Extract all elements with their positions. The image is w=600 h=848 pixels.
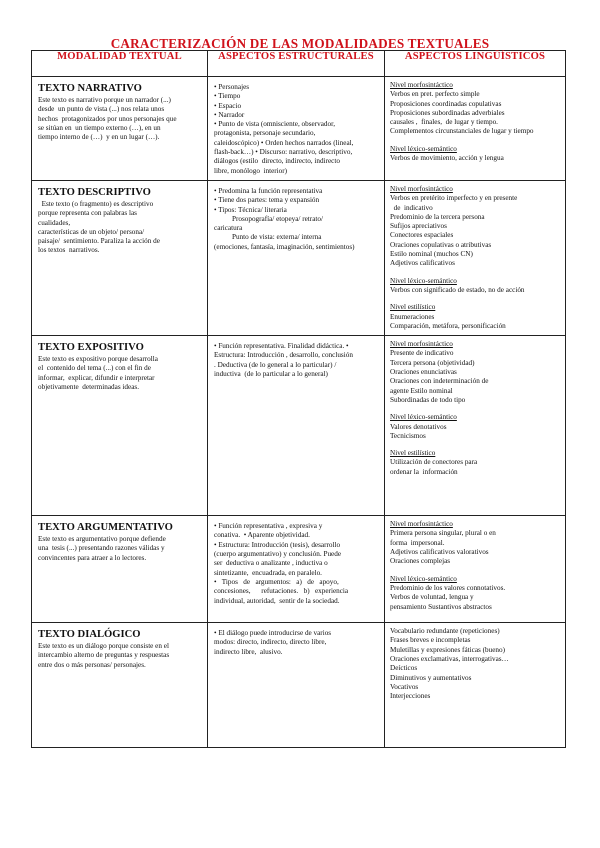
- modality-title: TEXTO DIALÓGICO: [38, 629, 141, 641]
- modality-title: TEXTO DESCRIPTIVO: [38, 186, 151, 198]
- structural-text: • Función representativa. Finalidad didáctica. • Estructura: Introducción , desarrollo, conclusión . Deductiva (de lo general a lo particular) / inductiva (de lo particular a lo general): [214, 342, 353, 379]
- structural-cell: [208, 516, 385, 623]
- level-heading: Nivel léxico-semántico: [390, 574, 457, 583]
- linguistic-cell: [385, 77, 566, 181]
- level-heading: Nivel estilístico: [390, 449, 436, 458]
- modality-cell: [32, 77, 208, 181]
- level-text: Verbos en pret. perfecto simple Proposiciones coordinadas copulativas Proposiciones subordinadas adverbiales causales , finales, de lugar y tiempo. Complementos circunstanciales de lugar y tiempo: [390, 90, 534, 136]
- level-text: Predominio de los valores connotativos. Verbos de voluntad, lengua y pensamiento Sustantivos abstractos: [390, 583, 506, 611]
- header-estructurales: ASPECTOS ESTRUCTURALES: [208, 51, 385, 77]
- level-text: Verbos de movimiento, acción y lengua: [390, 154, 504, 163]
- modality-cell: [32, 623, 208, 748]
- modality-title: TEXTO ARGUMENTATIVO: [38, 522, 173, 534]
- structural-cell: [208, 623, 385, 748]
- modality-description: Este texto es expositivo porque desarrolla el contenido del tema (...) con el fin de informar, explicar, difundir e interpretar objetivamente determinadas ideas.: [38, 355, 158, 392]
- level-text: Valores denotativos Tecnicismos: [390, 422, 447, 440]
- level-text: Presente de indicativo Tercera persona (objetividad) Oraciones enunciativas Oraciones con indeterminación de agente Estilo nominal Subordinadas de todo tipo: [390, 349, 489, 404]
- modality-title: TEXTO NARRATIVO: [38, 83, 142, 94]
- modality-description: Este texto es argumentativo porque defiende una tesis (...) presentando razones válidas y convincentes para atraer a lo lectores.: [38, 535, 166, 562]
- structural-text: • El diálogo puede introducirse de varios modos: directo, indirecto, directo libre, indirecto libre, alusivo.: [214, 629, 332, 656]
- modality-cell: [32, 336, 208, 516]
- modality-description: Este texto (o fragmento) es descriptivo porque representa con palabras las cualidades, características de un objeto/ persona/ paisaje/ sentimiento. Paraliza la acción de los textos narrativos.: [38, 199, 160, 255]
- level-text: Utilización de conectores para ordenar la información: [390, 458, 478, 476]
- modality-description: Este texto es un diálogo porque consiste en el intercambio alterno de preguntas y respuestas entre dos o más personas/ personajes.: [38, 642, 170, 669]
- linguistic-cell: [385, 336, 566, 516]
- modality-cell: [32, 516, 208, 623]
- linguistic-cell: [385, 516, 566, 623]
- level-text: Verbos con significado de estado, no de acción: [390, 285, 525, 294]
- modality-cell: [32, 180, 208, 335]
- level-heading: Nivel morfosintáctico: [390, 520, 453, 529]
- level-heading: Nivel estilístico: [390, 303, 436, 312]
- table-header-row: [32, 51, 566, 77]
- modalities-table: [31, 50, 566, 748]
- structural-cell: [208, 336, 385, 516]
- level-heading: Nivel léxico-semántico: [390, 413, 457, 422]
- table-row: [32, 180, 566, 335]
- structural-cell: [208, 180, 385, 335]
- modality-description: Este texto es narrativo porque un narrador (...) desde un punto de vista (...) nos relata unos hechos protagonizados por unos personajes que se sitúan en un tiempo externo (…), en un tiempo interno de (…) y en un lugar (…).: [38, 96, 177, 142]
- page-title: CARACTERIZACIÓN DE LAS MODALIDADES TEXTUALES: [110, 36, 490, 51]
- level-text: Enumeraciones Comparación, metáfora, personificación: [390, 312, 506, 330]
- level-heading: Nivel morfosintáctico: [390, 81, 453, 89]
- table-row: [32, 516, 566, 623]
- structural-text: • Función representativa , expresiva y conativa. • Aparente objetividad. • Estructura: Introducción (tesis), desarrollo (cuerpo argumentativo) y conclusión. Puede ser deductiva o analizante , inductiva o sintetizante, encuadrada, en paralelo. • Tipos de argumentos: a) de apoyo, concesiones, refutaciones. b) experiencia individual, autoridad, sentir de la sociedad.: [214, 522, 349, 605]
- linguistic-cell: [385, 180, 566, 335]
- level-heading: Nivel morfosintáctico: [390, 184, 453, 193]
- level-heading: Nivel morfosintáctico: [390, 340, 453, 349]
- table-row: [32, 77, 566, 181]
- structural-cell: [208, 77, 385, 181]
- structural-text: • Predomina la función representativa • Tiene dos partes: tema y expansión • Tipos: Técnica/ literaria Prosopografía/ etopeya/ retrato/ caricatura Punto de vista: externa/ interna (emociones, fantasía, imaginación, sentimientos): [214, 186, 355, 251]
- level-text: Primera persona singular, plural o en forma impersonal. Adjetivos calificativos valorativos Oraciones complejas: [390, 529, 496, 566]
- level-heading: Nivel léxico-semántico: [390, 144, 457, 153]
- header-modalidad: MODALIDAD TEXTUAL: [32, 51, 208, 77]
- level-text: Vocabulario redundante (repeticiones) Frases breves e incompletas Muletillas y expresiones fáticas (bueno) Oraciones exclamativas, interrogativas… Deícticos Diminutivos y aumentativos Vocativos Interjecciones: [390, 627, 509, 701]
- level-text: Verbos en pretérito imperfecto y en presente de indicativo Predominio de la tercera persona Sufijos apreciativos Conectores espaciales Oraciones copulativas o atributivas Estilo nominal (muchos CN) Adjetivos calificativos: [390, 194, 518, 268]
- table-row: [32, 623, 566, 748]
- structural-text: • Personajes • Tiempo • Espacio • Narrador • Punto de vista (omnisciente, observador, protagonista, personaje secundario, caleidoscópico) • Orden hechos narrados (lineal, flash-back…) • Discurso: narrativo, descriptivo, diálogos (estilo directo, indirecto, indirecto libre, monólogo interior): [214, 83, 354, 175]
- linguistic-cell: [385, 623, 566, 748]
- table-row: [32, 336, 566, 516]
- level-heading: Nivel léxico-semántico: [390, 276, 457, 285]
- header-linguisticos: ASPECTOS LINGÜÍSTICOS: [385, 51, 566, 77]
- modality-title: TEXTO EXPOSITIVO: [38, 342, 144, 354]
